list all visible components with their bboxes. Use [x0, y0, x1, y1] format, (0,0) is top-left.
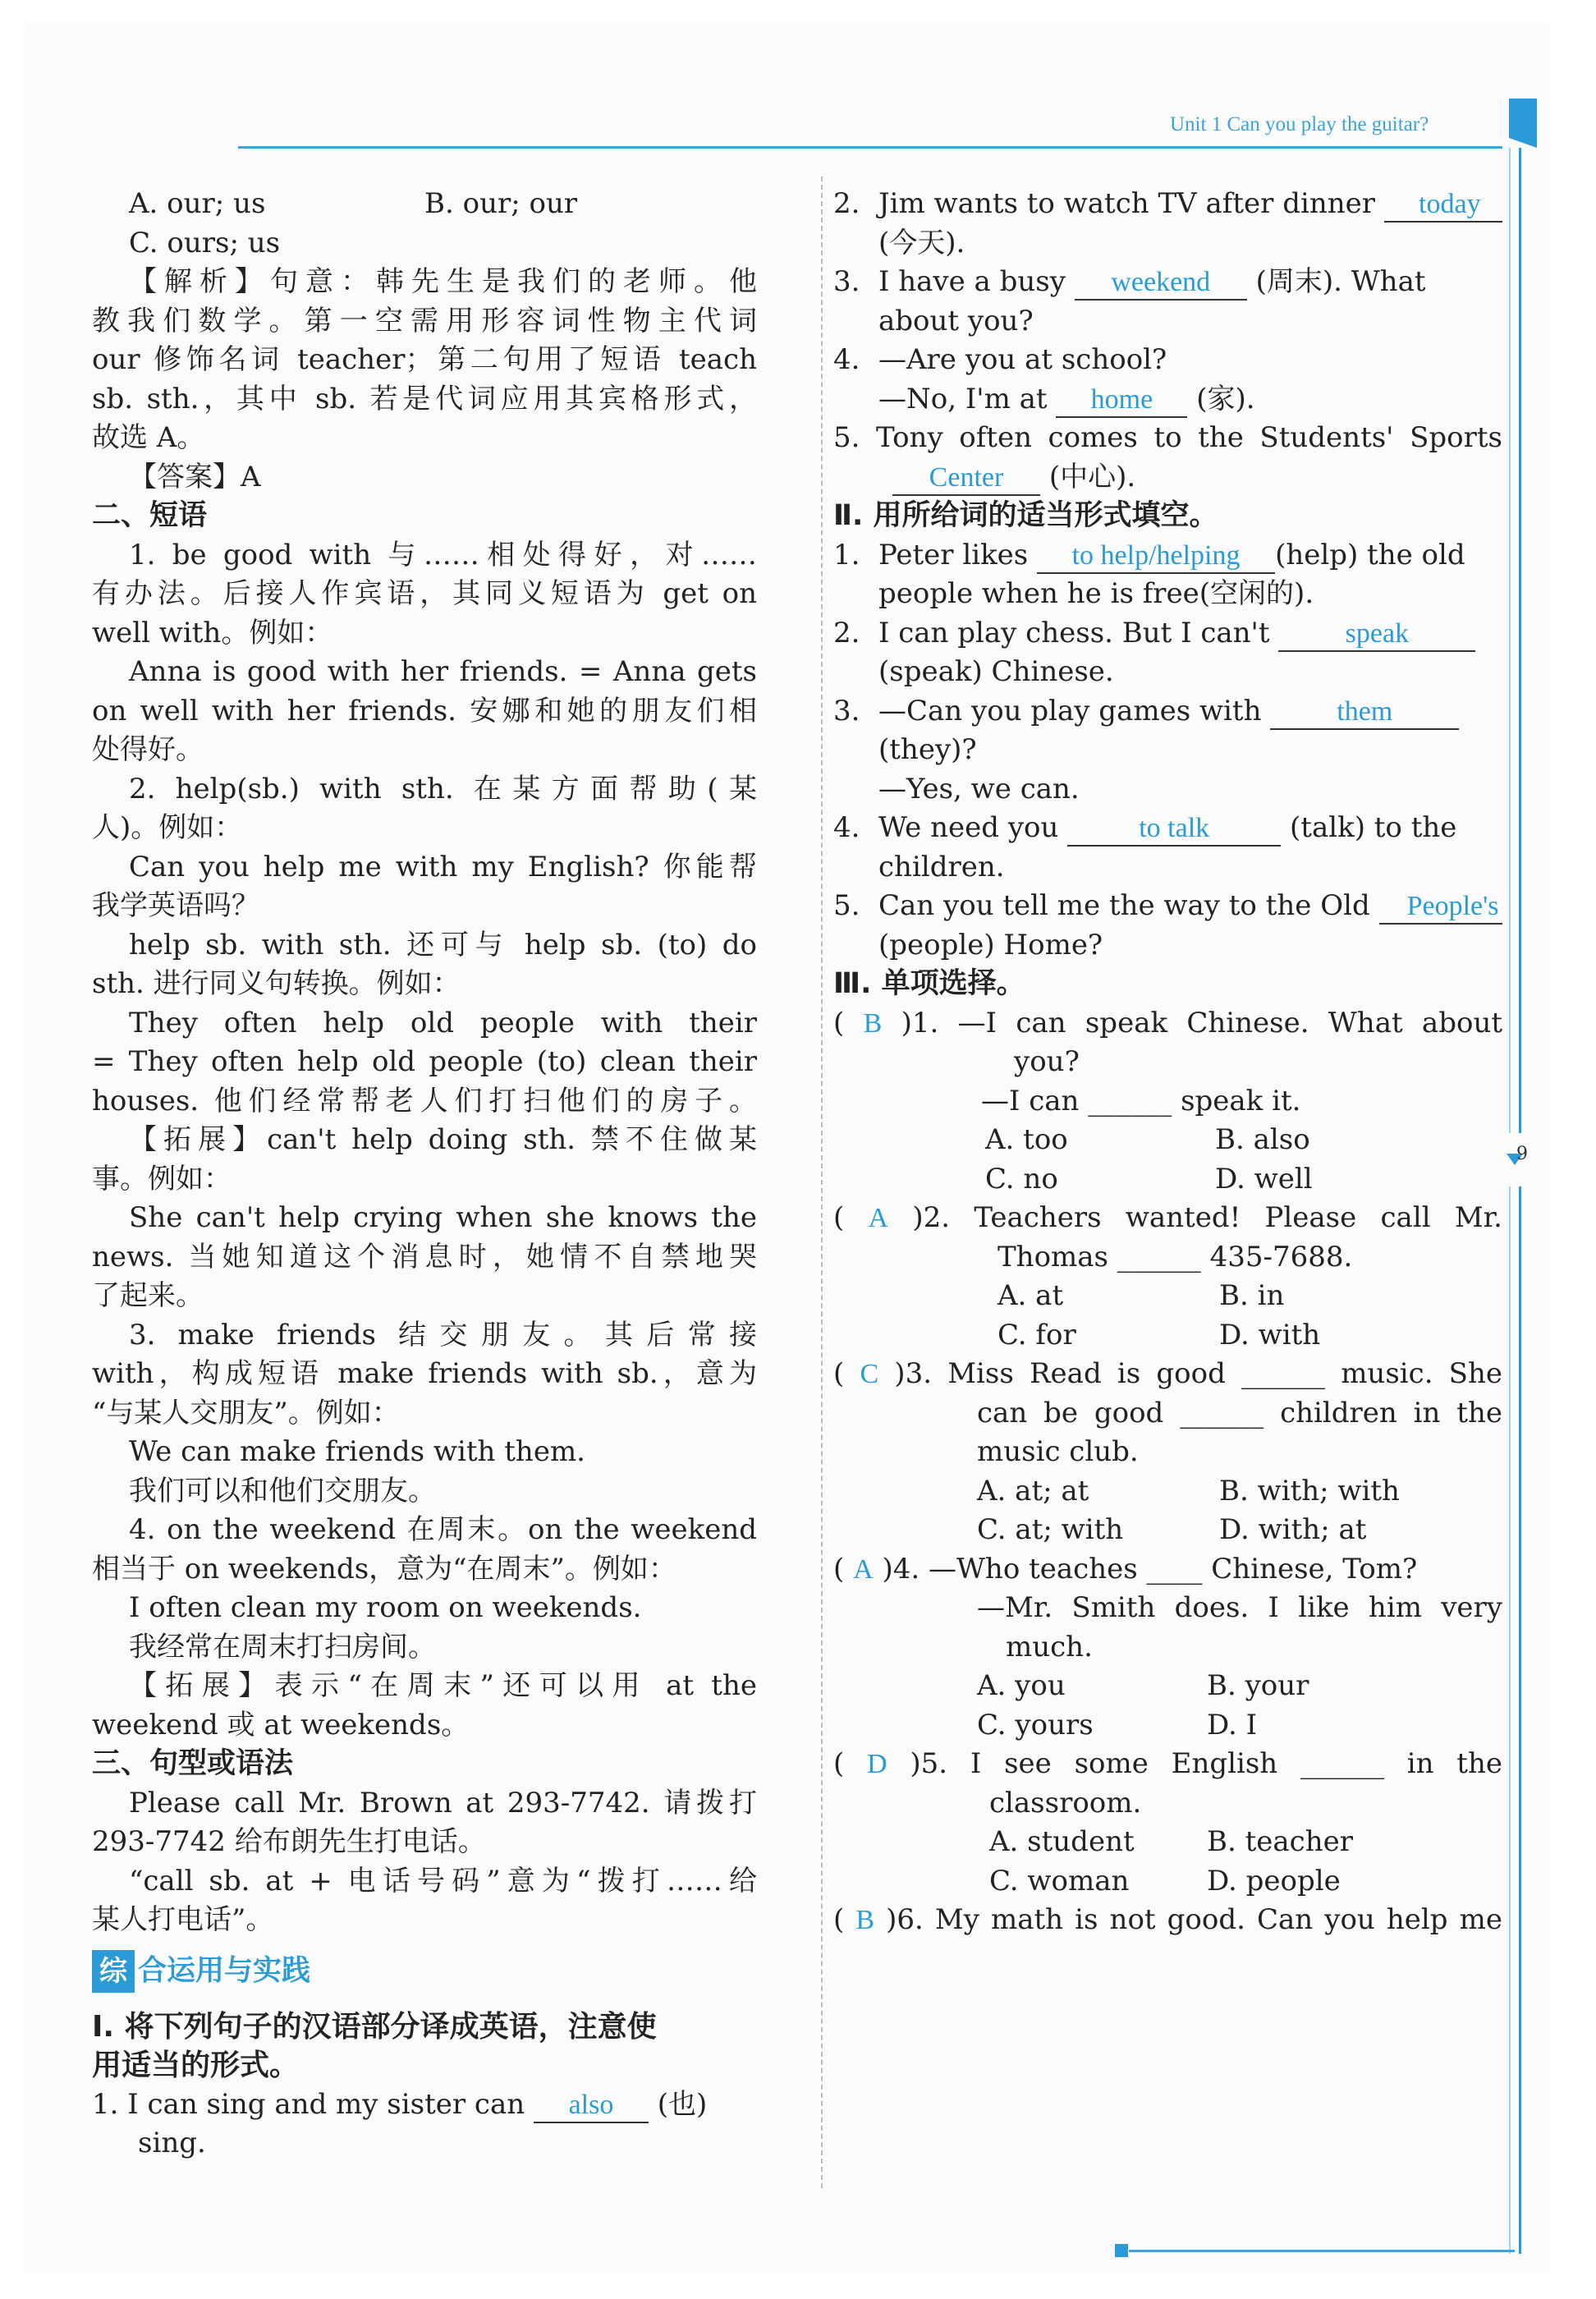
- question-continuation: (speak) Chinese.: [878, 655, 1114, 688]
- answer-blank: to help/helping: [1037, 539, 1275, 574]
- mc-option: A. at: [998, 1279, 1064, 1312]
- option-c: C. ours; us: [129, 226, 281, 259]
- answer-label: 【答案】A: [129, 460, 261, 493]
- mc-stem-line: —Mr. Smith does. I like him very: [977, 1591, 1502, 1624]
- question-number: 3.: [833, 265, 860, 298]
- mc-options-row: [833, 1472, 1502, 1512]
- part2-question-2: [833, 614, 1502, 654]
- question-text: Peter likes: [878, 538, 1029, 571]
- footer-square: [1115, 2244, 1128, 2257]
- mc-answer: A: [868, 1203, 889, 1233]
- mc-stem-line: [833, 1355, 1502, 1394]
- mc-answer-paren: ( A )2.: [833, 1201, 951, 1234]
- question-hint: (talk) to the: [1290, 811, 1457, 844]
- mc-answer: A: [853, 1553, 874, 1585]
- phrase-line: 我学英语吗？: [92, 889, 259, 922]
- mc-option: A. at; at: [977, 1474, 1089, 1507]
- mc-options-row: [833, 1862, 1502, 1902]
- part3-title: Ⅲ. 单项选择。: [833, 967, 1025, 1000]
- question-continuation: sing.: [138, 2127, 206, 2159]
- answer-blank: to talk: [1067, 812, 1281, 847]
- mc-options-row: [833, 1511, 1502, 1550]
- jiexi-line: sb. sth.，其中 sb. 若是代词应用其宾格形式，: [92, 382, 757, 415]
- mc-stem: Miss Read is good ______ music. She: [947, 1357, 1502, 1390]
- phrase-line: 【拓展】表示“在周末”还可以用 at the: [129, 1669, 757, 1702]
- question-number: 4.: [833, 343, 860, 376]
- mc-option: B. in: [1219, 1279, 1285, 1312]
- banner-box: 综: [92, 1950, 135, 1993]
- question-text: —No, I'm at: [878, 382, 1048, 415]
- phrase-line: sth. 进行同义句转换。例如：: [92, 967, 461, 1000]
- mc-stem: My math is not good. Can you help me: [934, 1903, 1502, 1936]
- mc-question-4: [833, 1550, 1502, 1746]
- mc-question-2: [833, 1199, 1502, 1355]
- question-text: —Can you play games with: [878, 694, 1262, 727]
- question-number: 1.: [92, 2087, 119, 2121]
- phrase-line: Can you help me with my English? 你能帮: [129, 850, 757, 883]
- part1-title: Ⅰ. 将下列句子的汉语部分译成英语，注意使: [92, 2009, 657, 2044]
- mc-answer: B: [855, 1905, 875, 1935]
- mc-option: B. also: [1215, 1123, 1310, 1156]
- mc-answer: D: [867, 1749, 887, 1779]
- phrase-line: We can make friends with them.: [129, 1435, 585, 1468]
- question-hint: (周末). What: [1255, 265, 1426, 298]
- header-rule: [238, 146, 1502, 149]
- mc-stem-line: classroom.: [989, 1786, 1142, 1819]
- mc-option: D. well: [1215, 1162, 1313, 1195]
- mc-question-5: [833, 1745, 1502, 1901]
- mc-answer-paren: ( B )6.: [833, 1903, 924, 1936]
- question-number: 5.: [833, 889, 860, 922]
- question-5: [833, 419, 1502, 458]
- phrase-line: 【拓展】can't help doing sth. 禁不住做某: [129, 1123, 757, 1156]
- question-text: We need you: [878, 811, 1059, 844]
- part2-question-5: [833, 887, 1502, 926]
- mc-stem-line: can be good ______ children in the: [977, 1396, 1502, 1429]
- question-continuation: (people) Home?: [878, 928, 1103, 961]
- mc-stem: Teachers wanted! Please call Mr.: [974, 1201, 1502, 1234]
- mc-question-3: [833, 1355, 1502, 1550]
- phrase-line: news. 当她知道这个消息时，她情不自禁地哭: [92, 1240, 757, 1273]
- phrase-line: 相当于 on weekends，意为“在周末”。例如：: [92, 1552, 676, 1585]
- phrase-line: They often help old people with their: [129, 1006, 757, 1039]
- mc-option: C. no: [985, 1162, 1058, 1195]
- question-2: [833, 185, 1502, 224]
- column-divider: [821, 177, 823, 2188]
- mc-options-row: [833, 1316, 1502, 1356]
- question-continuation: (今天).: [878, 226, 965, 259]
- phrase-line: well with。例如：: [92, 616, 333, 649]
- mc-answer-paren: ( D )5.: [833, 1747, 948, 1780]
- phrase-line: on well with her friends. 安娜和她的朋友们相: [92, 694, 757, 727]
- left-column: [92, 185, 757, 2164]
- mc-stem-line: you?: [1014, 1045, 1080, 1078]
- mc-option: A. too: [985, 1123, 1068, 1156]
- phrase-line: 我们可以和他们交朋友。: [129, 1474, 436, 1507]
- question-5-blank-line: [833, 458, 1502, 498]
- mc-answer: C: [860, 1359, 879, 1389]
- edge-bar-bottom: [1509, 1186, 1521, 2254]
- mc-stem-line: music club.: [977, 1435, 1139, 1468]
- question-continuation: children.: [878, 850, 1005, 883]
- banner-title: 合运用与实践: [138, 1953, 311, 1987]
- mc-options-row: [833, 1121, 1502, 1160]
- question-text: Can you tell me the way to the Old: [878, 889, 1370, 922]
- question-number: 5.: [833, 421, 860, 454]
- phrase-line: I often clean my room on weekends.: [129, 1591, 642, 1624]
- question-number: 2.: [923, 1201, 951, 1234]
- question-number: 3.: [833, 694, 860, 727]
- question-number: 2.: [833, 187, 860, 220]
- mc-question-1: [833, 1004, 1502, 1200]
- question-continuation: people when he is free(空闲的).: [878, 577, 1314, 610]
- mc-options-row: [833, 1277, 1502, 1316]
- mc-answer-paren: ( B )1.: [833, 1006, 939, 1039]
- question-4: [833, 341, 1502, 380]
- part2-title: Ⅱ. 用所给词的适当形式填空。: [833, 499, 1218, 532]
- answer-blank: home: [1056, 383, 1187, 418]
- question-hint: (中心).: [1048, 460, 1136, 493]
- question-4-reply: [833, 380, 1502, 420]
- answer-blank: today: [1384, 188, 1502, 223]
- options-row-ab: [92, 185, 757, 224]
- options-row-c: [92, 224, 757, 264]
- mc-answer-paren: ( A )4.: [833, 1552, 920, 1585]
- mc-stem-line: much.: [1006, 1630, 1093, 1663]
- phrase-line: “与某人交朋友”。例如：: [92, 1396, 400, 1429]
- phrase-line: 处得好。: [92, 733, 204, 766]
- mc-option: C. at; with: [977, 1513, 1124, 1546]
- part2-question-1: [833, 536, 1502, 576]
- mc-stem: I see some English ______ in the: [970, 1747, 1502, 1780]
- mc-options-row: [833, 1823, 1502, 1862]
- part2-question-3: [833, 692, 1502, 732]
- mc-stem-line: [833, 1004, 1502, 1044]
- question-text: —Are you at school?: [878, 343, 1167, 376]
- mc-answer: B: [863, 1007, 883, 1039]
- question-text: Tony often comes to the Students' Sports: [876, 421, 1502, 454]
- question-1: [92, 2086, 757, 2125]
- mc-stem-line: —I can ______ speak it.: [981, 1084, 1301, 1117]
- phrase-line: 1. be good with 与……相处得好，对……: [129, 538, 757, 571]
- jiexi-line: 【解析】句意：韩先生是我们的老师。他: [129, 265, 757, 298]
- running-header: Unit 1 Can you play the guitar?: [1170, 113, 1429, 135]
- phrase-line: Anna is good with her friends. = Anna gets: [129, 655, 757, 688]
- question-number: 4.: [892, 1552, 920, 1585]
- grammar-line: Please call Mr. Brown at 293-7742. 请拨打: [129, 1786, 757, 1819]
- mc-options-row: [833, 1706, 1502, 1746]
- edge-bar-top: [1509, 148, 1521, 1133]
- mc-option: D. with; at: [1219, 1513, 1367, 1546]
- jiexi-line: 教我们数学。第一空需用形容词性物主代词: [92, 304, 757, 337]
- question-continuation: (they)?: [878, 733, 977, 766]
- mc-question-6: [833, 1901, 1502, 1940]
- mc-option: D. people: [1207, 1864, 1341, 1897]
- mc-option: D. with: [1219, 1318, 1321, 1351]
- option-a: A. our; us: [129, 187, 266, 220]
- phrase-line: 了起来。: [92, 1279, 204, 1312]
- answer-blank: Center: [892, 461, 1040, 496]
- phrase-line: 4. on the weekend 在周末。on the weekend: [129, 1513, 757, 1546]
- question-text: I can sing and my sister can: [127, 2087, 525, 2121]
- question-hint: (help) the old: [1275, 538, 1465, 571]
- mc-option: C. yours: [977, 1708, 1094, 1741]
- answer-blank: People's: [1379, 890, 1502, 925]
- question-number: 2.: [833, 616, 860, 649]
- mc-options-row: [833, 1160, 1502, 1200]
- question-hint: (也): [657, 2087, 708, 2121]
- question-3: [833, 263, 1502, 302]
- phrase-line: 2. help(sb.) with sth. 在某方面帮助(某: [129, 772, 757, 805]
- phrase-line: = They often help old people (to) clean their: [92, 1045, 757, 1078]
- question-text: I have a busy: [878, 265, 1066, 298]
- question-number: 1.: [911, 1006, 939, 1039]
- question-hint: (家).: [1196, 382, 1255, 415]
- mc-option: B. with; with: [1219, 1474, 1400, 1507]
- answer-blank: speak: [1278, 617, 1475, 652]
- phrase-line: 有办法。后接人作宾语，其同义短语为 get on: [92, 577, 757, 610]
- mc-stem-line: Thomas ______ 435-7688.: [998, 1240, 1353, 1273]
- mc-option: C. woman: [989, 1864, 1130, 1897]
- mc-stem-line: [833, 1901, 1502, 1940]
- question-text: Jim wants to watch TV after dinner: [878, 187, 1376, 220]
- footer-rule: [1129, 2250, 1515, 2252]
- part2-question-4: [833, 809, 1502, 848]
- mc-stem: —I can speak Chinese. What about: [957, 1006, 1502, 1039]
- mc-option: A. student: [989, 1825, 1135, 1858]
- phrase-line: 3. make friends 结交朋友。其后常接: [129, 1318, 757, 1351]
- question-number: 5.: [920, 1747, 948, 1780]
- question-number: 4.: [833, 811, 860, 844]
- grammar-line: 某人打电话”。: [92, 1903, 274, 1936]
- mc-stem-line: [833, 1745, 1502, 1784]
- grammar-line: 293-7742 给布朗先生打电话。: [92, 1825, 486, 1858]
- jiexi-line: our 修饰名词 teacher；第二句用了短语 teach: [92, 343, 757, 376]
- question-number: 1.: [833, 538, 860, 571]
- mc-options-row: [833, 1667, 1502, 1706]
- section-heading-grammar: 三、句型或语法: [92, 1747, 294, 1780]
- mc-answer-paren: ( C )3.: [833, 1357, 933, 1390]
- question-reply: —Yes, we can.: [878, 772, 1080, 805]
- mc-stem-line: [833, 1550, 1502, 1590]
- question-number: 6.: [897, 1903, 924, 1936]
- section-banner-practice: [92, 1940, 757, 2008]
- mc-option: A. you: [977, 1669, 1066, 1702]
- mc-stem: —Who teaches ____ Chinese, Tom?: [928, 1552, 1418, 1585]
- phrase-line: 我经常在周末打扫房间。: [129, 1630, 436, 1663]
- phrase-line: 事。例如：: [92, 1162, 232, 1195]
- section-heading-phrases: 二、短语: [92, 499, 208, 532]
- phrase-line: 人)。例如：: [92, 811, 243, 844]
- part1-title: 用适当的形式。: [92, 2049, 300, 2082]
- phrase-line: weekend 或 at weekends。: [92, 1708, 470, 1741]
- question-continuation: about you?: [878, 304, 1034, 337]
- phrase-line: houses. 他们经常帮老人们打扫他们的房子。: [92, 1084, 757, 1117]
- mc-option: B. teacher: [1207, 1825, 1353, 1858]
- phrase-line: She can't help crying when she knows the: [129, 1201, 757, 1234]
- jiexi-line: 故选 A。: [92, 421, 205, 454]
- page-number: 9: [1516, 1144, 1528, 1164]
- question-number: 3.: [905, 1357, 933, 1390]
- phrase-line: help sb. with sth. 还可与 help sb. (to) do: [129, 928, 757, 961]
- right-column: [833, 185, 1502, 1940]
- mc-option: C. for: [998, 1318, 1076, 1351]
- phrase-line: with，构成短语 make friends with sb.，意为: [92, 1357, 757, 1390]
- question-text: I can play chess. But I can't: [878, 616, 1270, 649]
- answer-blank: also: [534, 2089, 649, 2123]
- mc-option: D. I: [1207, 1708, 1258, 1741]
- answer-blank: them: [1270, 695, 1459, 730]
- answer-blank: weekend: [1075, 266, 1247, 301]
- option-b: B. our; our: [424, 187, 578, 220]
- mc-option: B. your: [1207, 1669, 1309, 1702]
- mc-stem-line: [833, 1199, 1502, 1238]
- grammar-line: “call sb. at + 电话号码”意为“拨打……给: [129, 1864, 757, 1897]
